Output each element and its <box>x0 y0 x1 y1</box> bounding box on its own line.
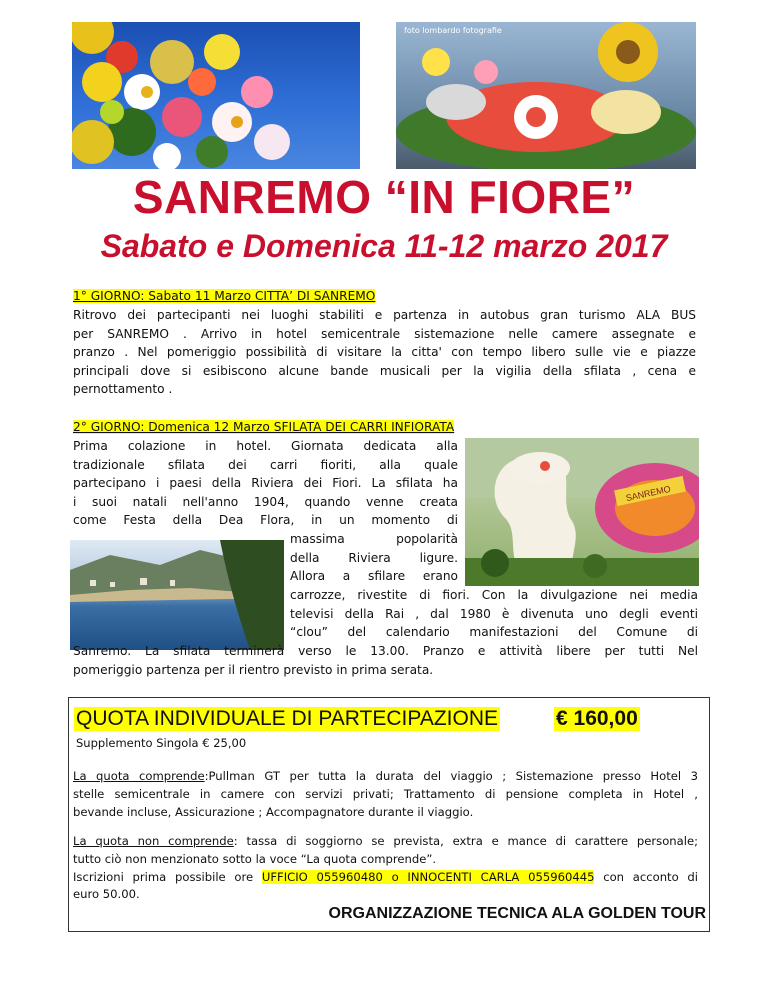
day1-line: per SANREMO . Arrivo in hotel semicentrale sistemazione nelle camere assegnate e <box>73 326 696 341</box>
day2-line: i suoi natali nell'anno 1904, quando venne creata <box>73 494 458 509</box>
float-sign-text: SANREMO <box>624 483 672 504</box>
quota-label: QUOTA INDIVIDUALE DI PARTECIPAZIONE <box>76 707 499 730</box>
booking-contact: UFFICIO 055960480 o INNOCENTI CARLA 055960445 <box>261 869 595 884</box>
day2-line: carrozze, rivestite di fiori. Con la divulgazione nei media <box>290 588 698 602</box>
photo-watermark: foto lombardo fotografie <box>404 26 502 35</box>
includes-label: La quota comprende <box>73 769 205 783</box>
day1-line: pernottamento . <box>73 382 173 397</box>
day1-line: principali dove si esibiscono alcune bande musicali per la vigilia della sfilata , cena e <box>73 363 696 378</box>
day1-body <box>73 306 696 399</box>
price-value: € 160,00 <box>556 707 638 730</box>
day2-wide-text <box>290 586 698 642</box>
day2-line: Sanremo. La sfilata terminerà verso le 13.00. Pranzo e attività libere per tutti Nel <box>73 644 698 658</box>
page-title: SANREMO “IN FIORE” <box>132 171 636 223</box>
supplement-text: Supplemento Singola € 25,00 <box>76 736 247 750</box>
booking-line: Iscrizioni prima possibile ore UFFICIO 055960480 o INNOCENTI CARLA 055960445 con acconto di <box>73 869 698 884</box>
day2-mid-text <box>290 530 458 586</box>
day2-line: tradizionale sfilata dei carri fioriti, alla quale <box>73 457 458 472</box>
flowers-photo <box>72 22 360 169</box>
day1-heading: 1° GIORNO: Sabato 11 Marzo CITTA’ DI SANREMO <box>73 289 376 303</box>
excludes-text: La quota non comprende: tassa di soggiorno se prevista, extra e mance di carattere personale; tutto ciò non menzionato sotto la voce “La quota comprende”. Iscrizioni prima possibile ore UFFICIO 055960480 o INNOCENTI CARLA 055960445 con acconto di euro 50.00. <box>73 834 698 902</box>
day2-heading: 2° GIORNO: Domenica 12 Marzo SFILATA DEI CARRI INFIORATA <box>73 420 455 434</box>
organizer-text: ORGANIZZAZIONE TECNICA ALA GOLDEN TOUR <box>328 905 706 922</box>
day2-line: della Riviera ligure. <box>290 550 458 565</box>
riviera-coast-photo <box>70 540 284 650</box>
day2-line: televisi della Rai , dal 1980 è divenuta uno degli eventi <box>290 606 698 621</box>
day2-line: pomeriggio partenza per il rientro previsto in prima serata. <box>73 662 434 677</box>
seahorse-float-photo <box>465 438 699 586</box>
page-subtitle: Sabato e Domenica 11-12 marzo 2017 <box>100 228 668 264</box>
includes-text: La quota comprende:Pullman GT per tutta la durata del viaggio ; Sistemazione presso Hotel 3 stelle semicentrale in camere con servizi privati; Trattamento di pensione completa in Hotel , bevande incluse, Assicurazione ; Accompagnatore durante il viaggio. <box>73 769 698 819</box>
day2-line: Allora a sfilare erano <box>290 569 458 584</box>
day2-line: Prima colazione in hotel. Giornata dedicata alla <box>73 439 458 453</box>
day2-line: come Festa della Dea Flora, in un momento di <box>73 513 458 528</box>
day2-line: massima popolarità <box>290 532 458 546</box>
day2-line: “clou” del calendario manifestazioni del Comune di <box>290 625 698 640</box>
day1-line: pranzo . Nel pomeriggio possibilità di visitare la citta' con tempo libero sulle vie e piazze <box>73 345 696 360</box>
parade-float-photo <box>396 22 696 169</box>
day1-line: Ritrovo dei partecipanti nei luoghi stabiliti e partenza in autobus gran turismo ALA BUS <box>73 308 696 322</box>
excludes-label: La quota non comprende <box>73 834 234 848</box>
day2-line: partecipano i paesi della Riviera dei Fiori. La sfilata ha <box>73 476 458 491</box>
day2-full-text <box>73 642 698 679</box>
day2-narrow-text <box>73 437 458 530</box>
